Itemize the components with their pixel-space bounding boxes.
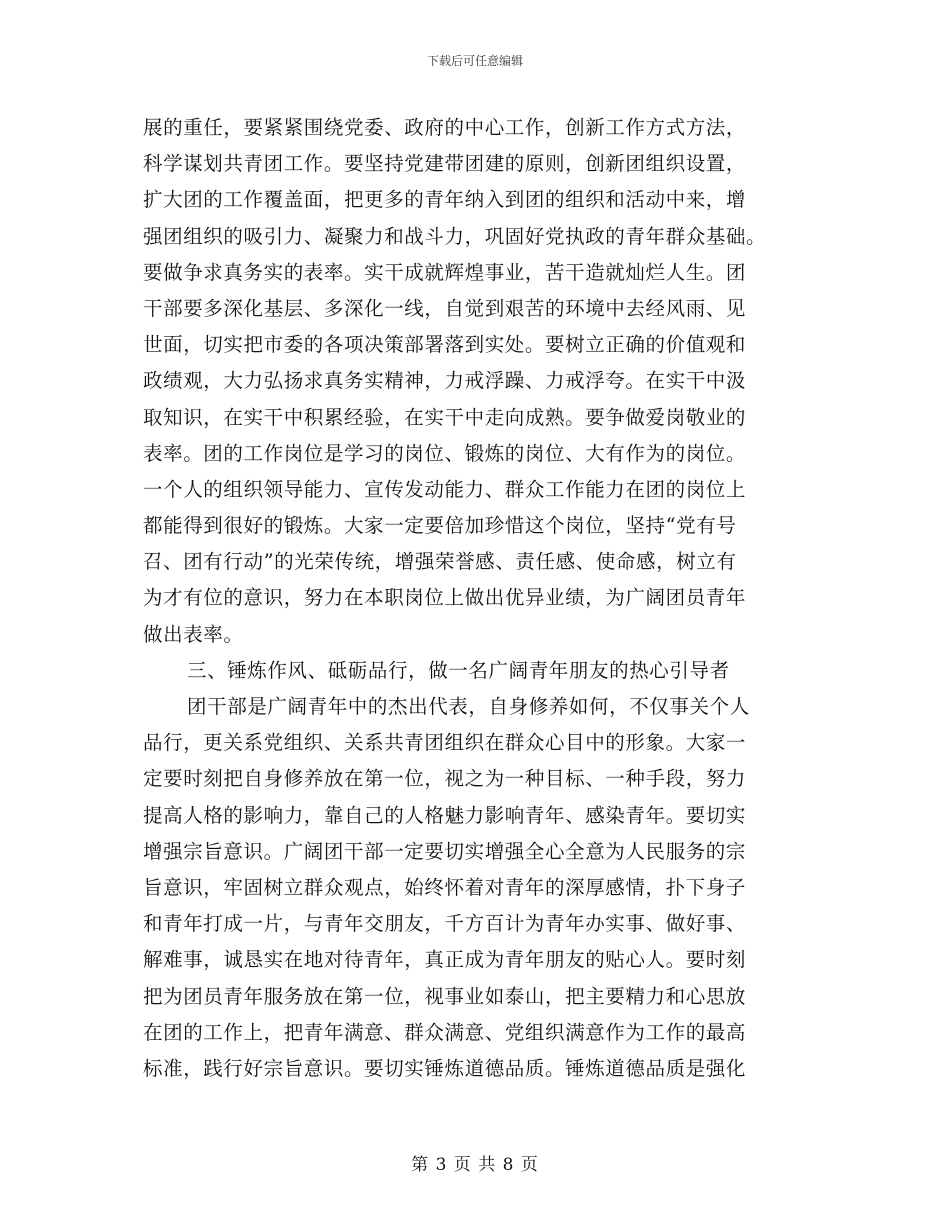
body-line: 取知识，在实干中积累经验，在实干中走向成熟。要争做爱岗敬业的 <box>143 405 747 429</box>
body-line: 世面，切实把市委的各项决策部署落到实处。要树立正确的价值观和 <box>143 333 747 357</box>
body-line: 提高人格的影响力，靠自己的人格魅力影响青年、感染青年。要切实 <box>143 803 747 827</box>
body-line: 标准，践行好宗旨意识。要切实锤炼道德品质。锤炼道德品质是强化 <box>143 1056 747 1080</box>
body-line: 做出表率。 <box>143 622 244 646</box>
body-line: 为才有位的意识，努力在本职岗位上做出优异业绩，为广阔团员青年 <box>143 586 747 610</box>
body-line: 在团的工作上，把青年满意、群众满意、党组织满意作为工作的最高 <box>143 1020 747 1044</box>
body-line: 团干部是广阔青年中的杰出代表，自身修养如何，不仅事关个人 <box>187 695 750 718</box>
body-line: 召、团有行动”的光荣传统，增强荣誉感、责任感、使命感，树立有 <box>143 550 737 574</box>
body-line: 科学谋划共青团工作。要坚持党建带团建的原则，创新团组织设置， <box>143 152 747 176</box>
body-line: 表率。团的工作岗位是学习的岗位、锻炼的岗位、大有作为的岗位。 <box>143 441 747 465</box>
body-line: 展的重任，要紧紧围绕党委、政府的中心工作，创新工作方式方法， <box>143 116 747 139</box>
body-line: 都能得到很好的锻炼。大家一定要倍加珍惜这个岗位，坚持“党有号 <box>143 514 737 538</box>
body-line: 旨意识，牢固树立群众观点，始终怀着对青年的深厚感情，扑下身子 <box>143 875 747 899</box>
body-line: 要做争求真务实的表率。实干成就辉煌事业，苦干造就灿烂人生。团 <box>143 260 747 284</box>
page-header: 下载后可任意编辑 <box>426 54 523 68</box>
body-line: 定要时刻把自身修养放在第一位，视之为一种目标、一种手段，努力 <box>143 767 747 791</box>
body-line: 把为团员青年服务放在第一位，视事业如泰山，把主要精力和心思放 <box>143 984 747 1008</box>
page-number: 第 3 页 共 8 页 <box>411 1155 539 1175</box>
body-line: 干部要多深化基层、多深化一线，自觉到艰苦的环境中去经风雨、见 <box>143 296 747 320</box>
body-line: 一个人的组织领导能力、宣传发动能力、群众工作能力在团的岗位上 <box>143 477 747 501</box>
body-line: 增强宗旨意识。广阔团干部一定要切实增强全心全意为人民服务的宗 <box>143 839 747 863</box>
body-line: 强团组织的吸引力、凝聚力和战斗力，巩固好党执政的青年群众基础。 <box>143 224 767 248</box>
body-line: 解难事，诚恳实在地对待青年，真正成为青年朋友的贴心人。要时刻 <box>143 948 747 972</box>
document-body <box>143 110 803 1087</box>
body-line: 扩大团的工作覆盖面，把更多的青年纳入到团的组织和活动中来，增 <box>143 188 747 212</box>
body-line: 政绩观，大力弘扬求真务实精神，力戒浮躁、力戒浮夸。在实干中汲 <box>143 369 747 393</box>
section-heading: 三、锤炼作风、砥砺品行，做一名广阔青年朋友的热心引导者 <box>187 658 730 682</box>
body-line: 和青年打成一片，与青年交朋友，千方百计为青年办实事、做好事、 <box>143 912 747 936</box>
body-line: 品行，更关系党组织、关系共青团组织在群众心目中的形象。大家一 <box>143 731 747 755</box>
